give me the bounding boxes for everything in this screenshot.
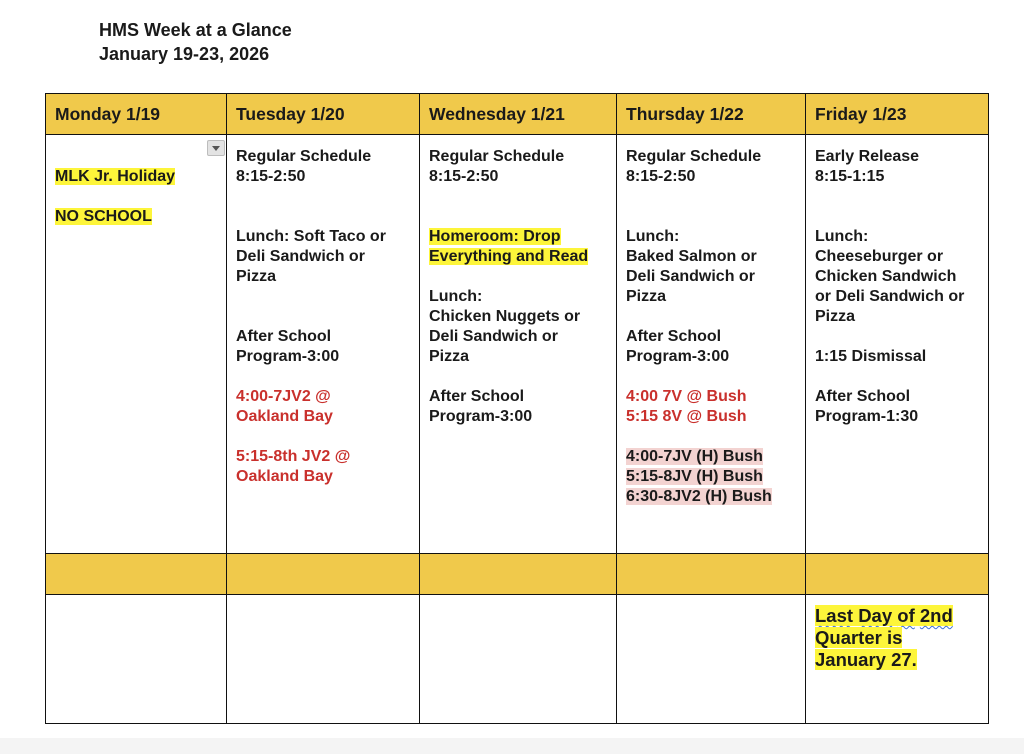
lunch-line: Lunch:: [626, 228, 680, 245]
home-game-line: 6:30-8JV2 (H) Bush: [626, 488, 772, 505]
game-line: Oakland Bay: [236, 468, 333, 485]
notes-cell[interactable]: [227, 595, 420, 724]
after-school-line: Program-1:30: [815, 408, 919, 425]
header-tuesday[interactable]: Tuesday 1/20: [227, 94, 420, 135]
after-school-line: Program-3:00: [236, 348, 340, 365]
home-game-line: 4:00-7JV (H) Bush: [626, 448, 763, 465]
lunch-line: Chicken Sandwich: [815, 268, 957, 285]
after-school-line: After School: [626, 328, 722, 345]
lunch-line: Deli Sandwich or: [236, 248, 365, 265]
quarter-note: Last Day of 2nd: [815, 605, 953, 626]
lunch-line: Pizza: [429, 348, 470, 365]
lunch-line: Pizza: [236, 268, 277, 285]
quarter-note-line: Quarter is: [815, 627, 903, 648]
game-line: 4:00-7JV2 @: [236, 388, 331, 405]
lunch-line: or Deli Sandwich or: [815, 288, 965, 305]
dismissal-line: 1:15 Dismissal: [815, 348, 927, 365]
lunch-line: Chicken Nuggets or: [429, 308, 581, 325]
game-line: 5:15 8V @ Bush: [626, 408, 747, 425]
header-friday[interactable]: Friday 1/23: [806, 94, 989, 135]
homeroom-line: Everything and Read: [429, 248, 589, 265]
cell-monday[interactable]: [46, 135, 227, 554]
schedule-time: 8:15-2:50: [429, 168, 499, 185]
cell-friday[interactable]: [806, 135, 989, 554]
lunch-line: Lunch:: [815, 228, 869, 245]
lunch-line: Lunch: Soft Taco or: [236, 228, 386, 245]
band-cell[interactable]: [806, 554, 989, 595]
holiday-label: MLK Jr. Holiday: [55, 168, 176, 185]
game-line: 4:00 7V @ Bush: [626, 388, 747, 405]
game-line: 5:15-8th JV2 @: [236, 448, 351, 465]
schedule-title: Regular Schedule: [429, 148, 565, 165]
homeroom-line: Homeroom: Drop: [429, 228, 561, 245]
quarter-note-line: January 27.: [815, 649, 917, 670]
lunch-line: Cheeseburger or: [815, 248, 944, 265]
notes-cell-friday[interactable]: [806, 595, 989, 724]
after-school-line: Program-3:00: [626, 348, 730, 365]
no-school-label: NO SCHOOL: [55, 208, 152, 225]
notes-row: [46, 595, 989, 724]
notes-cell[interactable]: [617, 595, 806, 724]
lunch-line: Deli Sandwich or: [429, 328, 558, 345]
lunch-line: Pizza: [626, 288, 667, 305]
after-school-line: After School: [236, 328, 332, 345]
header-monday[interactable]: Monday 1/19: [46, 94, 227, 135]
week-table: [45, 93, 989, 724]
schedule-title: Regular Schedule: [626, 148, 762, 165]
game-line: Oakland Bay: [236, 408, 333, 425]
schedule-time: 8:15-2:50: [236, 168, 306, 185]
schedule-time: 8:15-1:15: [815, 168, 885, 185]
schedule-title: Regular Schedule: [236, 148, 372, 165]
band-cell[interactable]: [46, 554, 227, 595]
page-title: [99, 18, 292, 66]
header-thursday[interactable]: Thursday 1/22: [617, 94, 806, 135]
schedule-title: Early Release: [815, 148, 920, 165]
band-cell[interactable]: [227, 554, 420, 595]
notes-cell[interactable]: [420, 595, 617, 724]
home-game-line: 5:15-8JV (H) Bush: [626, 468, 763, 485]
cell-thursday[interactable]: [617, 135, 806, 554]
band-cell[interactable]: [420, 554, 617, 595]
after-school-line: Program-3:00: [429, 408, 533, 425]
lunch-line: Baked Salmon or: [626, 248, 757, 265]
lunch-line: Deli Sandwich or: [626, 268, 755, 285]
cell-wednesday[interactable]: [420, 135, 617, 554]
after-school-line: After School: [429, 388, 525, 405]
lunch-line: Pizza: [815, 308, 856, 325]
schedule-time: 8:15-2:50: [626, 168, 696, 185]
title-line: HMS Week at a Glance: [99, 20, 292, 40]
cell-tuesday[interactable]: [227, 135, 420, 554]
date-range: January 19-23, 2026: [99, 44, 270, 64]
bottom-bar: [0, 738, 1024, 754]
day-header-row: [46, 94, 989, 135]
header-wednesday[interactable]: Wednesday 1/21: [420, 94, 617, 135]
after-school-line: After School: [815, 388, 911, 405]
dropdown-arrow-icon[interactable]: [207, 140, 225, 156]
divider-band-row: [46, 554, 989, 595]
band-cell[interactable]: [617, 554, 806, 595]
schedule-row: [46, 135, 989, 554]
lunch-line: Lunch:: [429, 288, 483, 305]
notes-cell[interactable]: [46, 595, 227, 724]
